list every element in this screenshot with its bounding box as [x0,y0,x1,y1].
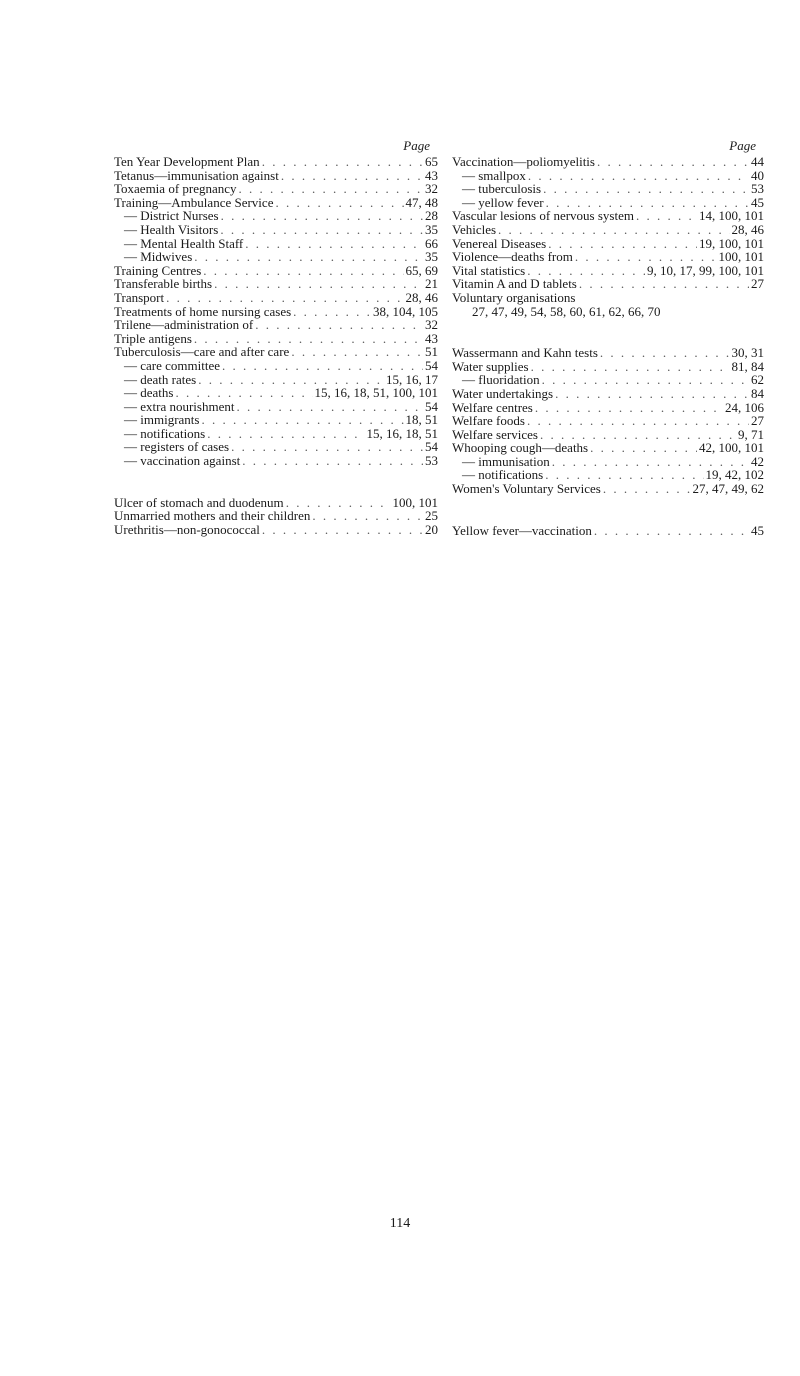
index-term: Treatments of home nursing cases [114,303,292,319]
index-entry [114,386,438,400]
page-reference: 9, 10, 17, 99, 100, 101 [647,262,764,278]
page-reference: 20 [425,521,438,537]
index-term: — extra nourishment [124,398,235,414]
page-reference: 51 [425,344,438,360]
index-entry [452,264,764,278]
index-entry [452,482,764,496]
page-reference: 9, 71 [738,426,764,442]
page-reference: 65 [425,154,438,169]
index-term: Venereal Diseases [452,235,547,251]
index-entry [114,264,438,278]
page-reference: 32 [425,317,438,333]
dot-leader [594,524,749,538]
index-entry [452,250,764,264]
index-column-right [452,138,764,537]
dot-leader [286,496,391,510]
dot-leader [540,428,736,442]
index-term: — yellow fever [462,194,544,210]
index-term: — death rates [124,371,197,387]
index-term: — notifications [462,467,544,483]
page-reference: 15, 16, 18, 51 [366,425,438,441]
page-reference: 43 [425,167,438,183]
page-reference: 62 [751,372,764,388]
dot-leader [597,155,749,169]
page-reference: 66 [425,235,438,251]
index-term: Vascular lesions of nervous system [452,208,634,224]
index-entry [114,454,438,468]
dot-leader [239,182,423,196]
index-term: — Health Visitors [124,221,219,237]
page-reference: 28 [425,208,438,224]
index-entry [452,196,764,210]
index-entry [452,468,764,482]
index-term: — registers of cases [124,439,230,455]
page-reference: 27, 47, 49, 62 [692,481,764,497]
dot-leader [535,401,723,415]
page-number: 114 [389,1216,411,1231]
page-reference: 54 [425,439,438,455]
dot-leader [175,386,312,400]
dot-leader [527,264,645,278]
page-reference: 42 [751,453,764,469]
dot-leader [590,441,697,455]
index-entry [452,305,764,319]
index-term: — care committee [124,357,221,373]
index-entry [114,169,438,183]
index-entry [114,427,438,441]
index-entry [114,305,438,319]
page-reference: 19, 100, 101 [699,235,764,251]
index-entry [452,401,764,415]
index-entry [114,413,438,427]
index-term: Toxaemia of pregnancy [114,181,237,197]
index-term: Training Centres [114,262,202,278]
index-term: Vitamin A and D tablets [452,276,577,292]
index-term: Vital statistics [452,262,526,278]
page-reference: 18, 51 [405,412,438,428]
page-column-header: Page [403,138,430,153]
index-term: Tetanus—immunisation against [114,167,279,183]
page-reference: 45 [751,522,764,538]
index-entry [114,277,438,291]
group-spacer [452,318,764,346]
index-term: Vehicles [452,221,497,237]
dot-leader [236,400,423,414]
index-term: Trilene—administration of [114,317,254,333]
page-reference: 47, 48 [405,194,438,210]
index-entry [114,318,438,332]
index-term: — vaccination against [124,453,241,469]
index-term: 27, 47, 49, 54, 58, 60, 61, 62, 66, 70 [472,303,661,319]
index-term: Transferable births [114,276,213,292]
dot-leader [579,277,749,291]
dot-leader [548,237,697,251]
page-reference: 38, 104, 105 [373,303,438,319]
dot-leader [242,454,423,468]
index-entries-left [114,155,438,536]
page-reference: 24, 106 [725,399,764,415]
index-entry [452,373,764,387]
page-reference: 100, 101 [392,494,438,510]
dot-leader [498,223,729,237]
index-entry [452,387,764,401]
index-entry [452,414,764,428]
page-reference: 14, 100, 101 [699,208,764,224]
index-entry [452,455,764,469]
index-term: Unmarried mothers and their children [114,508,311,524]
index-term: — notifications [124,425,206,441]
index-term: Voluntary organisations [452,289,576,305]
dot-leader [312,509,423,523]
page-reference: 65, 69 [405,262,438,278]
dot-leader [575,250,717,264]
dot-leader [293,305,371,319]
index-term: Water supplies [452,358,529,374]
dot-leader [528,169,749,183]
index-term: Tuberculosis—care and after care [114,344,290,360]
index-entry [114,509,438,523]
index-entries-right [452,155,764,537]
index-entry [114,496,438,510]
index-entry [114,359,438,373]
page-reference: 27 [751,413,764,429]
index-term: Ten Year Development Plan [114,154,260,169]
dot-leader [201,413,403,427]
index-term: Welfare services [452,426,538,442]
page-reference: 15, 16, 17 [386,371,438,387]
dot-leader [291,345,423,359]
index-term: — District Nurses [124,208,219,224]
dot-leader [552,455,749,469]
index-entry [114,196,438,210]
page-reference: 42, 100, 101 [699,440,764,456]
page-reference: 21 [425,276,438,292]
index-entry [114,223,438,237]
index-entry [452,182,764,196]
index-term: — deaths [124,385,174,401]
index-term: Urethritis—non-gonococcal [114,521,260,537]
dot-leader [166,291,403,305]
page-reference: 32 [425,181,438,197]
dot-leader [543,182,749,196]
dot-leader [555,387,749,401]
dot-leader [222,359,423,373]
dot-leader [194,250,423,264]
index-term: Whooping cough—deaths [452,440,589,456]
dot-leader [603,482,691,496]
page-reference: 25 [425,508,438,524]
index-entry [114,523,438,537]
index-entry [452,223,764,237]
index-entry [114,400,438,414]
page-column-header: Page [729,138,756,153]
dot-leader [281,169,423,183]
index-term: Yellow fever—vaccination [452,522,592,538]
dot-leader [636,209,697,223]
page-reference: 45 [751,194,764,210]
index-term: — tuberculosis [462,181,542,197]
page-reference: 15, 16, 18, 51, 100, 101 [314,385,438,401]
dot-leader [545,468,703,482]
page-reference: 53 [425,453,438,469]
dot-leader [600,346,730,360]
page-reference: 43 [425,330,438,346]
index-term: Violence—deaths from [452,249,573,265]
index-entry [452,155,764,169]
page-reference: 100, 101 [718,249,764,265]
page-reference: 28, 46 [731,221,764,237]
index-column-left [114,138,438,536]
page-reference: 27 [751,276,764,292]
index-entry [114,440,438,454]
dot-leader [207,427,364,441]
group-spacer [114,468,438,496]
dot-leader [245,237,423,251]
index-term: Vaccination—poliomyelitis [452,154,595,169]
dot-leader [546,196,749,210]
index-entry [452,169,764,183]
index-entry [452,291,764,305]
index-term: — immunisation [462,453,550,469]
index-term: Wassermann and Kahn tests [452,345,598,361]
index-term: Welfare foods [452,413,525,429]
index-entry [452,441,764,455]
index-entry [114,332,438,346]
page-reference: 35 [425,221,438,237]
dot-leader [203,264,403,278]
dot-leader [275,196,403,210]
index-entry [452,277,764,291]
page-reference: 84 [751,385,764,401]
index-entry [114,182,438,196]
index-entry [114,373,438,387]
page-reference: 28, 46 [405,289,438,305]
index-term: Welfare centres [452,399,533,415]
dot-leader [198,373,384,387]
page-reference: 40 [751,167,764,183]
page-reference: 81, 84 [731,358,764,374]
index-term: — Midwives [124,249,193,265]
page-reference: 30, 31 [731,345,764,361]
dot-leader [527,414,749,428]
dot-leader [542,373,749,387]
page-reference: 19, 42, 102 [705,467,764,483]
dot-leader [214,277,423,291]
index-term: Triple antigens [114,330,192,346]
index-term: Transport [114,289,165,305]
dot-leader [220,223,423,237]
index-entry [452,346,764,360]
page-reference: 54 [425,357,438,373]
dot-leader [231,440,423,454]
index-entry [452,428,764,442]
index-entry [114,250,438,264]
page-reference: 35 [425,249,438,265]
page-reference: 54 [425,398,438,414]
index-entry [452,360,764,374]
dot-leader [531,360,730,374]
index-entry [452,237,764,251]
index-term: — Mental Health Staff [124,235,244,251]
index-entry [114,155,438,169]
index-term: — smallpox [462,167,526,183]
dot-leader [262,155,423,169]
index-term: — fluoridation [462,372,540,388]
index-term: — immigrants [124,412,200,428]
dot-leader [194,332,423,346]
dot-leader [262,523,423,537]
index-entry [114,291,438,305]
index-entry [452,209,764,223]
index-term: Water undertakings [452,385,554,401]
index-term: Women's Voluntary Services [452,481,601,497]
index-entry [114,209,438,223]
index-term: Ulcer of stomach and duodenum [114,494,284,510]
index-entry [114,345,438,359]
index-entry [114,237,438,251]
page-reference: 44 [751,154,764,169]
index-entry [452,524,764,538]
index-term: Training—Ambulance Service [114,194,274,210]
group-spacer [452,496,764,524]
dot-leader [255,318,423,332]
page-reference: 53 [751,181,764,197]
dot-leader [221,209,423,223]
